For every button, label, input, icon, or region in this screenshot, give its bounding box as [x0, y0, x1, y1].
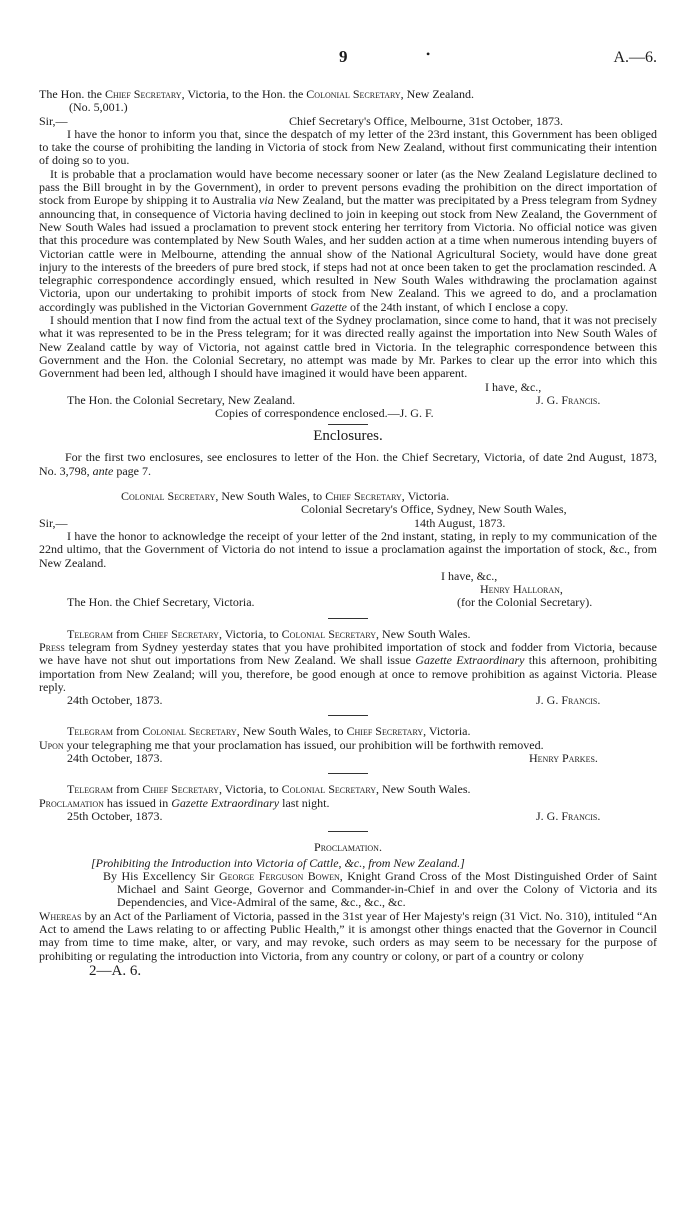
nsw-addressee: The Hon. the Chief Secretary, Victoria.	[67, 595, 255, 610]
nsw-salutation-row	[39, 517, 657, 530]
telegram-1-date: 24th October, 1873.	[67, 693, 163, 708]
letter-paragraph-1: I have the honor to inform you that, since the despatch of my letter of the 23rd instant, this Government has been obliged to take the course of prohibiting the landing in Victoria of stock from New Zealand, without first communicating their intention of doing so to you.	[39, 126, 657, 168]
telegram-3-date: 25th October, 1873.	[67, 808, 163, 823]
proclamation-title: Proclamation.	[314, 840, 382, 855]
telegram-3-footer	[39, 810, 657, 823]
telegram-2-footer	[39, 752, 657, 765]
telegram-1-heading: Telegram from Chief Secretary, Victoria, to Colonial Secretary, New South Wales.	[67, 626, 471, 641]
divider	[328, 715, 368, 716]
nsw-letter-heading: Colonial Secretary, New South Wales, to Chief Secretary, Victoria.	[121, 489, 450, 504]
telegram-2-heading: Telegram from Colonial Secretary, New South Wales, to Chief Secretary, Victoria.	[67, 724, 471, 739]
addressee-row	[39, 394, 657, 407]
document-reference: A.—6.	[613, 49, 657, 66]
telegram-2-body: Upon your telegraphing me that your proclamation has issued, our prohibition will be forthwith removed.	[39, 737, 544, 752]
nsw-signatory: Henry Halloran,	[480, 582, 563, 597]
telegram-3-heading: Telegram from Chief Secretary, Victoria, to Colonial Secretary, New South Wales.	[67, 782, 471, 797]
telegram-2-signature: Henry Parkes.	[529, 751, 598, 766]
letter-paragraph-2: It is probable that a proclamation would have become necessary sooner or later (as the New Zealand Legislature declined to pass the Bill brought in by the Government), in order to prevent persons evading the prohibition on the direct importation of stock from Europe by shipping it to Australia via New Zealand, but the matter was precipitated by a Press telegram from Sydney announcing that, in consequence of Victoria having declined to join in keeping out stock from New Zealand, the Government of New South Wales had issued a proclamation to prevent stock entering her territory from Victoria. No official notice was given that this procedure was contemplated by New South Wales, and her sudden action at a time when numerous intending buyers of Victorian cattle were in Melbourne, attending the annual show of the National Agricultural Society, would have done great injury to the interests of the breeders of pure bred stock, if steps had not at once been taken to get the proclamation rescinded. A telegraphic correspondence accordingly ensued, which resulted in New South Wales withdrawing the proclamation against Victoria, upon our undertaking to prohibit imports of stock from New Zealand. This we agreed to do, and a proclamation accordingly was published in the Victorian Government Gazette of the 24th instant, of which I enclose a copy.	[39, 166, 657, 314]
telegram-3-body: Proclamation has issued in Gazette Extraordinary last night.	[39, 795, 330, 810]
telegram-2-date: 24th October, 1873.	[67, 751, 163, 766]
enclosures-intro: For the first two enclosures, see enclosures to letter of the Hon. the Chief Secretary, Victoria, of date 2nd August, 1873, No. 3,798, ante page 7.	[39, 450, 657, 478]
salutation-row	[39, 115, 657, 128]
office-line: Chief Secretary's Office, Melbourne, 31st October, 1873.	[289, 113, 564, 128]
divider	[328, 424, 368, 425]
divider	[328, 831, 368, 832]
divider	[328, 773, 368, 774]
letter-heading: The Hon. the Chief Secretary, Victoria, to the Hon. the Colonial Secretary, New Zealand.	[39, 87, 474, 101]
nsw-salutation: Sir,—	[39, 515, 68, 530]
nsw-addressee-row	[39, 596, 657, 609]
header-dot: •	[426, 47, 431, 61]
telegram-1-signature: J. G. Francis.	[536, 693, 601, 708]
enclosures-title: Enclosures.	[313, 428, 383, 445]
nsw-closing: I have, &c.,	[441, 568, 498, 583]
signature-mark: 2—A. 6.	[89, 962, 142, 979]
addressee: The Hon. the Colonial Secretary, New Zealand.	[67, 392, 296, 407]
nsw-on-behalf: (for the Colonial Secretary).	[457, 595, 593, 610]
proclamation-subtitle: [Prohibiting the Introduction into Victoria of Cattle, &c., from New Zealand.]	[91, 855, 465, 870]
copies-note: Copies of correspondence enclosed.—J. G. F.	[215, 406, 434, 421]
telegram-3-signature: J. G. Francis.	[536, 808, 601, 823]
telegram-1-body: Press telegram from Sydney yesterday states that you have prohibited importation of stock and fodder from Victoria, because we have have not shut out importations from New Zealand. We shall issue Gazette Extraordinary this afternoon, prohibiting importation from New Zealand; will you, therefore, be good enough at once to remove prohibition as against Victoria. Please reply.	[39, 639, 658, 694]
signature: J. G. Francis.	[536, 392, 601, 407]
letter-number: (No. 5,001.)	[69, 100, 128, 115]
page-number: 9	[339, 47, 348, 66]
letter-paragraph-3: I should mention that I now find from the actual text of the Sydney proclamation, since come to hand, that it was not precisely what it was represented to be in the Press telegram; for it was directed really against the importation into New South Wales of New Zealand cattle by way of Victoria, not against cattle bred in Victoria. In the telegraphic correspondence between this Government and the Hon. the Colonial Secretary, no attempt was made by Mr. Parkes to clear up the error into which this Government had been led, although I should have imagined it would have been apparent.	[39, 313, 657, 381]
divider	[328, 618, 368, 619]
proclamation-whereas: Whereas by an Act of the Parliament of Victoria, passed in the 31st year of Her Majesty's reign (31 Vict. No. 310), intituled “An Act to amend the Laws relating to or affecting Public Health,” it is amongst other things enacted that the Governor in Council may from time to time make, alter, or vary, and may revoke, such orders as may seem to be necessary for the purpose of prohibiting or regulating the introduction into Victoria, from any country or colony, or part of a country or colony	[39, 908, 657, 963]
closing: I have, &c.,	[485, 379, 542, 394]
body-text	[39, 88, 657, 979]
salutation: Sir,—	[39, 113, 68, 128]
proclamation-by: By His Excellency Sir George Ferguson Bowen, Knight Grand Cross of the Most Distinguished Order of Saint Michael and Saint George, Governor and Commander-in-Chief in and over the Colony of Victoria and its Dependencies, and Vice-Admiral of the same, &c., &c., &c.	[103, 868, 658, 910]
page-header	[39, 47, 657, 70]
nsw-office-date: 14th August, 1873.	[414, 515, 506, 530]
nsw-office-line: Colonial Secretary's Office, Sydney, New South Wales,	[301, 502, 567, 517]
telegram-1-footer	[39, 694, 657, 707]
nsw-letter-body: I have the honor to acknowledge the receipt of your letter of the 2nd instant, stating, in reply to my communication of the 22nd ultimo, that the Government of Victoria do not intend to issue a proclamation against the importation of stock, &c., from New Zealand.	[39, 528, 657, 570]
